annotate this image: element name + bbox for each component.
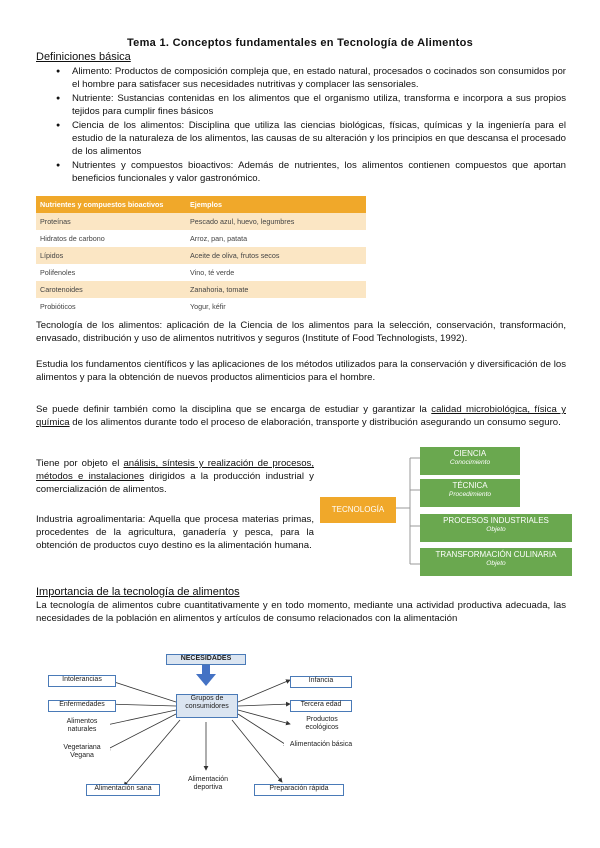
list-item: ● Nutrientes y compuestos bioactivos: Además de nutrientes, los alimentos contienen compuestos que aportan beneficios funcionales y valor gastronómico. [36,159,566,185]
needs-left-item: Intolerancias [48,675,116,687]
paragraph-tecnologia: Tecnología de los alimentos: aplicación de la Ciencia de los alimentos para la selección, conservación, transformación, envasado, distribución y uso de alimentos nutritivos y seguros (Institute of Food Technologists, 1992). [36,320,566,345]
table-header: Ejemplos [186,196,366,213]
table-cell: Probióticos [36,298,186,315]
underlined-text: calidad microbiológica, física y química [36,404,566,429]
text-span: dirigidos a la producción industrial y comercialización de alimentos. [36,471,314,496]
table-cell: Lípidos [36,247,186,264]
diagram-node-ciencia [420,447,520,475]
paragraph-estudia: Estudia los fundamentos científicos y las aplicaciones de los métodos utilizados para la conservación y diversificación de los alimentos y para la obtención de nuevos productos alimenticios para el hombre. [36,359,566,384]
needs-left-item: Enfermedades [48,700,116,712]
node-sublabel: Objeto [486,525,506,533]
text-span: Se puede definir también como la disciplina que se encarga de estudiar y garantizar la [36,404,432,415]
table-cell: Aceite de oliva, frutos secos [186,247,366,264]
needs-right-item: Alimentación básica [284,741,358,763]
diagram-node-tecnica [420,479,520,507]
underlined-text: análisis, síntesis y realización de procesos, métodos e instalaciones [36,458,315,483]
needs-center-box: Grupos de consumidores [176,694,238,718]
needs-right-item: Tercera edad [290,700,352,712]
table-cell: Pescado azul, huevo, legumbres [186,213,366,230]
table-row [36,230,366,247]
needs-left-item: Alimentos naturales [54,718,110,740]
text-span: Tiene por objeto el [36,458,124,469]
table-cell: Vino, té verde [186,264,366,281]
needs-right-item: Infancia [290,676,352,688]
node-label: PROCESOS INDUSTRIALES [443,516,549,525]
node-label: TRANSFORMACIÓN CULINARIA [435,550,557,559]
node-sublabel: Objeto [486,559,506,567]
table-header: Nutrientes y compuestos bioactivos [36,196,186,213]
diagram-node-procesos [420,514,572,542]
table-cell: Yogur, kéfir [186,298,366,315]
node-sublabel: Procedimiento [448,490,492,498]
paragraph-importancia: La tecnología de alimentos cubre cuantitativamente y en todo momento, mediante una actividad productiva adecuada, las necesidades de la población en alimentos y artículos de consumo relacionados con la alimentación [36,600,566,625]
section-heading-definiciones: Definiciones básica [36,51,131,63]
paragraph-objeto [36,457,314,496]
table-header-row [36,196,366,213]
list-item: ● Alimento: Productos de composición compleja que, en estado natural, procesados o cocinados son consumidos por el hombre para satisfacer sus necesidades nutritivas y complacer las sensoriales. [36,65,566,91]
table-cell: Zanahoria, tomate [186,281,366,298]
node-label: TÉCNICA [452,481,488,490]
table-cell: Proteínas [36,213,186,230]
needs-right-item: Productos ecológicos [294,716,350,738]
diagram-root-tecnologia: TECNOLOGÍA [320,497,396,523]
table-cell: Polifenoles [36,264,186,281]
paragraph-definir [36,403,566,429]
table-cell: Carotenoides [36,281,186,298]
nutrients-table [36,196,366,315]
needs-bottom-item: Preparación rápida [254,784,344,796]
table-row [36,298,366,315]
needs-left-item: Vegetariana Vegana [54,744,110,766]
node-sublabel: Conocimiento [449,458,491,466]
table-cell: Arroz, pan, patata [186,230,366,247]
list-item: ● Ciencia de los alimentos: Disciplina que utiliza las ciencias biológicas, físicas, químicas y la ingeniería para el estudio de la naturaleza de los alimentos, las causas de su alteración y los principios en que descansa el procesado de los alimentos [36,119,566,158]
list-item: ● Nutriente: Sustancias contenidas en los alimentos que el organismo utiliza, transforma e incorpora a sus propios tejidos para cumplir fines básicos [36,92,566,118]
text-span: de los alimentos durante todo el proceso de elaboración, transporte y distribución asegurando un consumo seguro. [69,417,561,429]
table-row [36,247,366,264]
paragraph-industria: Industria agroalimentaria: Aquella que procesa materias primas, procedentes de la agricultura, ganadería y pesca, para la obtención de productos cuyo destino es la alimentación humana. [36,514,314,552]
page-title: Tema 1. Conceptos fundamentales en Tecnología de Alimentos [126,37,474,49]
table-row [36,281,366,298]
section-heading-importancia: Importancia de la tecnología de alimentos [36,586,240,598]
table-cell: Hidratos de carbono [36,230,186,247]
table-row [36,213,366,230]
needs-top-box: NECESIDADES [166,654,246,665]
needs-bottom-item: Alimentación deportiva [176,776,240,798]
node-label: CIENCIA [453,449,487,458]
table-row [36,264,366,281]
diagram-node-transformacion [420,548,572,576]
definitions-list [36,65,566,186]
needs-bottom-item: Alimentación sana [86,784,160,796]
